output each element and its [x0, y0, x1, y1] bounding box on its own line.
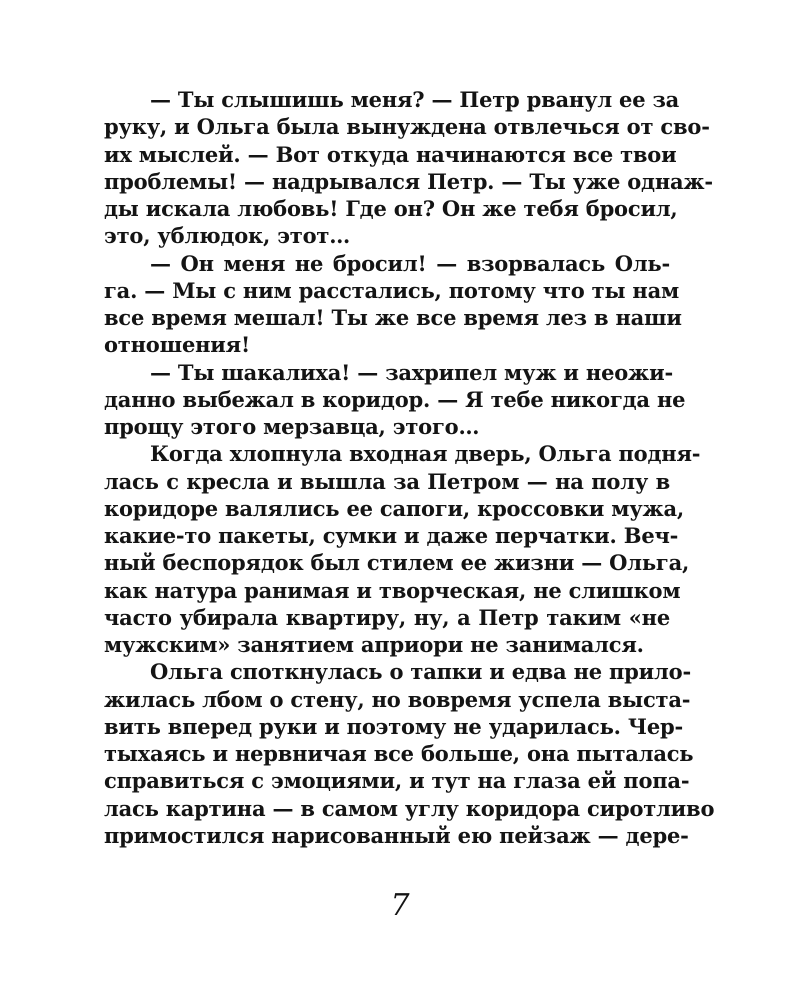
text-line: часто убирала квартиру, ну, а Петр таким «не: [104, 604, 670, 630]
text-line: — Ты слышишь меня? — Петр рванул ее за: [150, 87, 680, 112]
text-line: коридоре валялись ее сапоги, кроссовки мужа,: [104, 495, 684, 521]
text-line: примостился нарисованный ею пейзаж — дере-: [104, 822, 689, 848]
text-line: — Ты шакалиха! — захрипел муж и неожи-: [150, 359, 673, 385]
text-line: какие-то пакеты, сумки и даже перчатки. Веч-: [104, 523, 679, 548]
text-line: прощу этого мерзавца, этого…: [104, 414, 480, 439]
text-line: ды искала любовь! Где он? Он же тебя бросил,: [104, 196, 678, 221]
text-line: справиться с эмоциями, и тут на глаза ей попа-: [104, 768, 690, 794]
text-line: лась с кресла и вышла за Петром — на полу в: [104, 468, 670, 494]
text-line: мужским» занятием априори не занимался.: [104, 632, 644, 657]
text-line: лась картина — в самом углу коридора сиротливо: [104, 795, 715, 821]
body-text: [104, 86, 715, 849]
text-line: — Он меня не бросил! — взорвалась Оль-: [150, 250, 670, 276]
text-line: это, ублюдок, этот…: [104, 223, 351, 249]
page-number: 7: [390, 888, 410, 923]
text-line: Ольга споткнулась о тапки и едва не прило-: [150, 659, 691, 685]
text-line: все время мешал! Ты же все время лез в наши: [104, 305, 682, 330]
text-line: их мыслей. — Вот откуда начинаются все твои: [104, 141, 677, 167]
text-line: проблемы! — надрывался Петр. — Ты уже однаж-: [104, 168, 713, 194]
text-line: жилась лбом о стену, но вовремя успела выста-: [104, 686, 691, 712]
text-line: руку, и Ольга была вынуждена отвлечься от сво-: [104, 114, 710, 140]
text-line: га. — Мы с ним расстались, потому что ты нам: [104, 277, 680, 303]
text-line: ный беспорядок был стилем ее жизни — Ольга,: [104, 550, 690, 576]
text-line: тыхаясь и нервничая все больше, она пыталась: [104, 741, 694, 766]
text-line: как натура ранимая и творческая, не слишком: [104, 577, 681, 603]
text-line: отношения!: [104, 332, 251, 358]
text-line: вить вперед руки и поэтому не ударилась. Чер-: [104, 713, 684, 739]
text-line: данно выбежал в коридор. — Я тебе никогда не: [104, 386, 686, 412]
text-line: Когда хлопнула входная дверь, Ольга подня-: [150, 441, 701, 467]
